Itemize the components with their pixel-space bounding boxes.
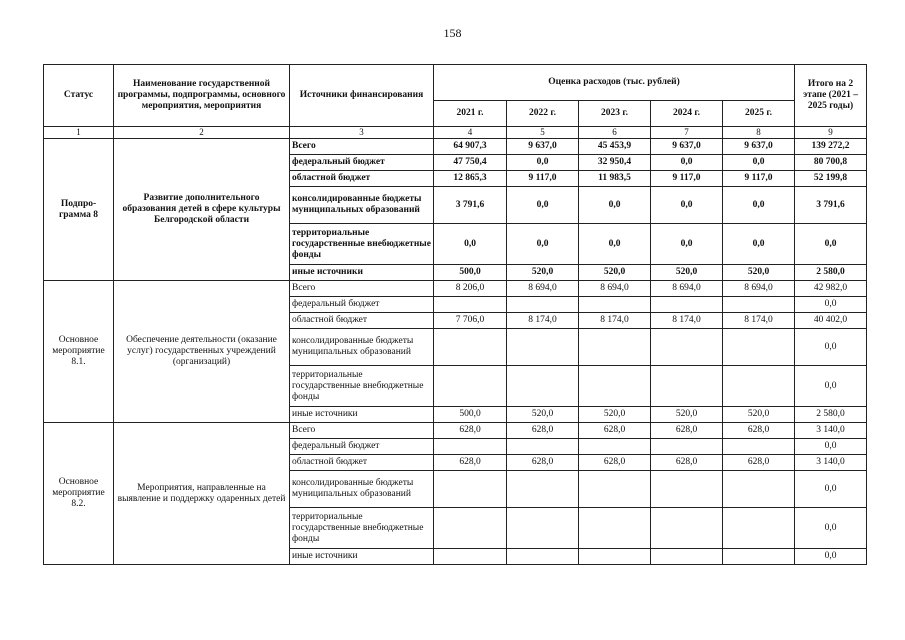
- year-value: [579, 329, 651, 366]
- section-status: Основное мероприятие 8.2.: [44, 423, 114, 565]
- year-value: 0,0: [723, 155, 795, 171]
- year-value: 520,0: [723, 407, 795, 423]
- total-value: 42 982,0: [795, 281, 867, 297]
- total-value: 3 140,0: [795, 455, 867, 471]
- year-value: 45 453,9: [579, 139, 651, 155]
- year-value: [507, 471, 579, 508]
- total-value: 2 580,0: [795, 407, 867, 423]
- funding-source: областной бюджет: [290, 313, 434, 329]
- year-value: [651, 549, 723, 565]
- year-value: 8 694,0: [723, 281, 795, 297]
- funding-source: иные источники: [290, 265, 434, 281]
- year-value: [434, 329, 507, 366]
- header-year: 2022 г.: [507, 101, 579, 127]
- year-value: 520,0: [507, 407, 579, 423]
- year-value: 628,0: [434, 455, 507, 471]
- year-value: 520,0: [651, 407, 723, 423]
- total-value: 40 402,0: [795, 313, 867, 329]
- year-value: 520,0: [651, 265, 723, 281]
- column-index: 9: [795, 127, 867, 139]
- year-value: 9 637,0: [723, 139, 795, 155]
- year-value: 0,0: [651, 155, 723, 171]
- year-value: [723, 508, 795, 549]
- year-value: [723, 297, 795, 313]
- section-name: Мероприятия, направленные на выявление и поддержку одаренных детей: [114, 423, 290, 565]
- year-value: 0,0: [507, 187, 579, 224]
- funding-source: консолидированные бюджеты муниципальных образований: [290, 471, 434, 508]
- year-value: 0,0: [579, 187, 651, 224]
- year-value: [723, 549, 795, 565]
- year-value: 47 750,4: [434, 155, 507, 171]
- year-value: 0,0: [723, 224, 795, 265]
- year-value: 9 117,0: [507, 171, 579, 187]
- funding-source: областной бюджет: [290, 171, 434, 187]
- section-name: Обеспечение деятельности (оказание услуг) государственных учреждений (организаций): [114, 281, 290, 423]
- total-value: 0,0: [795, 508, 867, 549]
- year-value: [651, 297, 723, 313]
- year-value: 9 117,0: [651, 171, 723, 187]
- year-value: [651, 508, 723, 549]
- year-value: 500,0: [434, 265, 507, 281]
- year-value: 8 174,0: [507, 313, 579, 329]
- section-name: Развитие дополнительного образования детей в сфере культуры Белгородской области: [114, 139, 290, 281]
- year-value: 520,0: [507, 265, 579, 281]
- year-value: 7 706,0: [434, 313, 507, 329]
- year-value: [579, 439, 651, 455]
- total-value: 52 199,8: [795, 171, 867, 187]
- table-row: [44, 423, 867, 439]
- year-value: [651, 329, 723, 366]
- total-value: 0,0: [795, 366, 867, 407]
- funding-source: консолидированные бюджеты муниципальных образований: [290, 329, 434, 366]
- funding-source: Всего: [290, 423, 434, 439]
- total-value: 0,0: [795, 329, 867, 366]
- year-value: 3 791,6: [434, 187, 507, 224]
- column-index: 1: [44, 127, 114, 139]
- section-status: Подпро-грамма 8: [44, 139, 114, 281]
- year-value: 520,0: [579, 265, 651, 281]
- year-value: 628,0: [579, 423, 651, 439]
- funding-source: областной бюджет: [290, 455, 434, 471]
- year-value: [579, 508, 651, 549]
- year-value: [579, 471, 651, 508]
- year-value: 9 637,0: [651, 139, 723, 155]
- funding-source: консолидированные бюджеты муниципальных образований: [290, 187, 434, 224]
- column-index: 6: [579, 127, 651, 139]
- header-year: 2023 г.: [579, 101, 651, 127]
- year-value: 628,0: [651, 455, 723, 471]
- year-value: 9 117,0: [723, 171, 795, 187]
- year-value: 0,0: [507, 224, 579, 265]
- column-index: 8: [723, 127, 795, 139]
- year-value: 0,0: [651, 224, 723, 265]
- table-body: [44, 139, 867, 565]
- year-value: [434, 366, 507, 407]
- funding-source: Всего: [290, 281, 434, 297]
- total-value: 0,0: [795, 439, 867, 455]
- year-value: [507, 297, 579, 313]
- column-index: 2: [114, 127, 290, 139]
- year-value: [723, 329, 795, 366]
- total-value: 0,0: [795, 297, 867, 313]
- year-value: 520,0: [579, 407, 651, 423]
- year-value: [723, 366, 795, 407]
- year-value: 0,0: [507, 155, 579, 171]
- year-value: 9 637,0: [507, 139, 579, 155]
- year-value: 628,0: [507, 455, 579, 471]
- year-value: [651, 366, 723, 407]
- total-value: 0,0: [795, 549, 867, 565]
- year-value: [723, 439, 795, 455]
- total-value: 139 272,2: [795, 139, 867, 155]
- total-value: 80 700,8: [795, 155, 867, 171]
- year-value: [507, 549, 579, 565]
- table-row: [44, 281, 867, 297]
- header-total: Итого на 2 этапе (2021 – 2025 годы): [795, 65, 867, 127]
- year-value: 628,0: [651, 423, 723, 439]
- total-value: 0,0: [795, 224, 867, 265]
- year-value: [434, 508, 507, 549]
- year-value: [723, 471, 795, 508]
- year-value: 628,0: [723, 423, 795, 439]
- year-value: 628,0: [434, 423, 507, 439]
- header-year: 2024 г.: [651, 101, 723, 127]
- year-value: 0,0: [579, 224, 651, 265]
- funding-source: Всего: [290, 139, 434, 155]
- column-index: 7: [651, 127, 723, 139]
- year-value: 0,0: [723, 187, 795, 224]
- table-row: [44, 139, 867, 155]
- funding-source: иные источники: [290, 407, 434, 423]
- year-value: 12 865,3: [434, 171, 507, 187]
- year-value: [507, 508, 579, 549]
- total-value: 0,0: [795, 471, 867, 508]
- year-value: 520,0: [723, 265, 795, 281]
- total-value: 3 140,0: [795, 423, 867, 439]
- total-value: 3 791,6: [795, 187, 867, 224]
- funding-source: территориальные государственные внебюджетные фонды: [290, 366, 434, 407]
- year-value: 8 174,0: [579, 313, 651, 329]
- year-value: [579, 297, 651, 313]
- header-year: 2021 г.: [434, 101, 507, 127]
- year-value: 628,0: [723, 455, 795, 471]
- section-status: Основное мероприятие 8.1.: [44, 281, 114, 423]
- column-index: 3: [290, 127, 434, 139]
- year-value: 628,0: [507, 423, 579, 439]
- year-value: [651, 439, 723, 455]
- year-value: 628,0: [579, 455, 651, 471]
- total-value: 2 580,0: [795, 265, 867, 281]
- year-value: [507, 366, 579, 407]
- header-sources: Источники финансирования: [290, 65, 434, 127]
- year-value: 8 174,0: [723, 313, 795, 329]
- year-value: [579, 366, 651, 407]
- year-value: 8 694,0: [507, 281, 579, 297]
- funding-source: иные источники: [290, 549, 434, 565]
- header-status: Статус: [44, 65, 114, 127]
- header-name: Наименование государственной программы, подпрограммы, основного мероприятия, мероприятия: [114, 65, 290, 127]
- year-value: [434, 439, 507, 455]
- year-value: [507, 439, 579, 455]
- header-estimate: Оценка расходов (тыс. рублей): [434, 65, 795, 101]
- year-value: 8 174,0: [651, 313, 723, 329]
- column-index: 5: [507, 127, 579, 139]
- year-value: 11 983,5: [579, 171, 651, 187]
- year-value: 64 907,3: [434, 139, 507, 155]
- year-value: 32 950,4: [579, 155, 651, 171]
- budget-table: [43, 64, 867, 565]
- header-year: 2025 г.: [723, 101, 795, 127]
- year-value: 0,0: [651, 187, 723, 224]
- year-value: [579, 549, 651, 565]
- funding-source: федеральный бюджет: [290, 439, 434, 455]
- column-index: 4: [434, 127, 507, 139]
- funding-source: федеральный бюджет: [290, 155, 434, 171]
- year-value: [434, 297, 507, 313]
- funding-source: федеральный бюджет: [290, 297, 434, 313]
- year-value: [434, 549, 507, 565]
- year-value: 8 694,0: [579, 281, 651, 297]
- year-value: 8 694,0: [651, 281, 723, 297]
- year-value: 500,0: [434, 407, 507, 423]
- year-value: [651, 471, 723, 508]
- year-value: 8 206,0: [434, 281, 507, 297]
- year-value: [434, 471, 507, 508]
- year-value: 0,0: [434, 224, 507, 265]
- funding-source: территориальные государственные внебюджетные фонды: [290, 224, 434, 265]
- page-number: 158: [443, 26, 462, 40]
- funding-source: территориальные государственные внебюджетные фонды: [290, 508, 434, 549]
- year-value: [507, 329, 579, 366]
